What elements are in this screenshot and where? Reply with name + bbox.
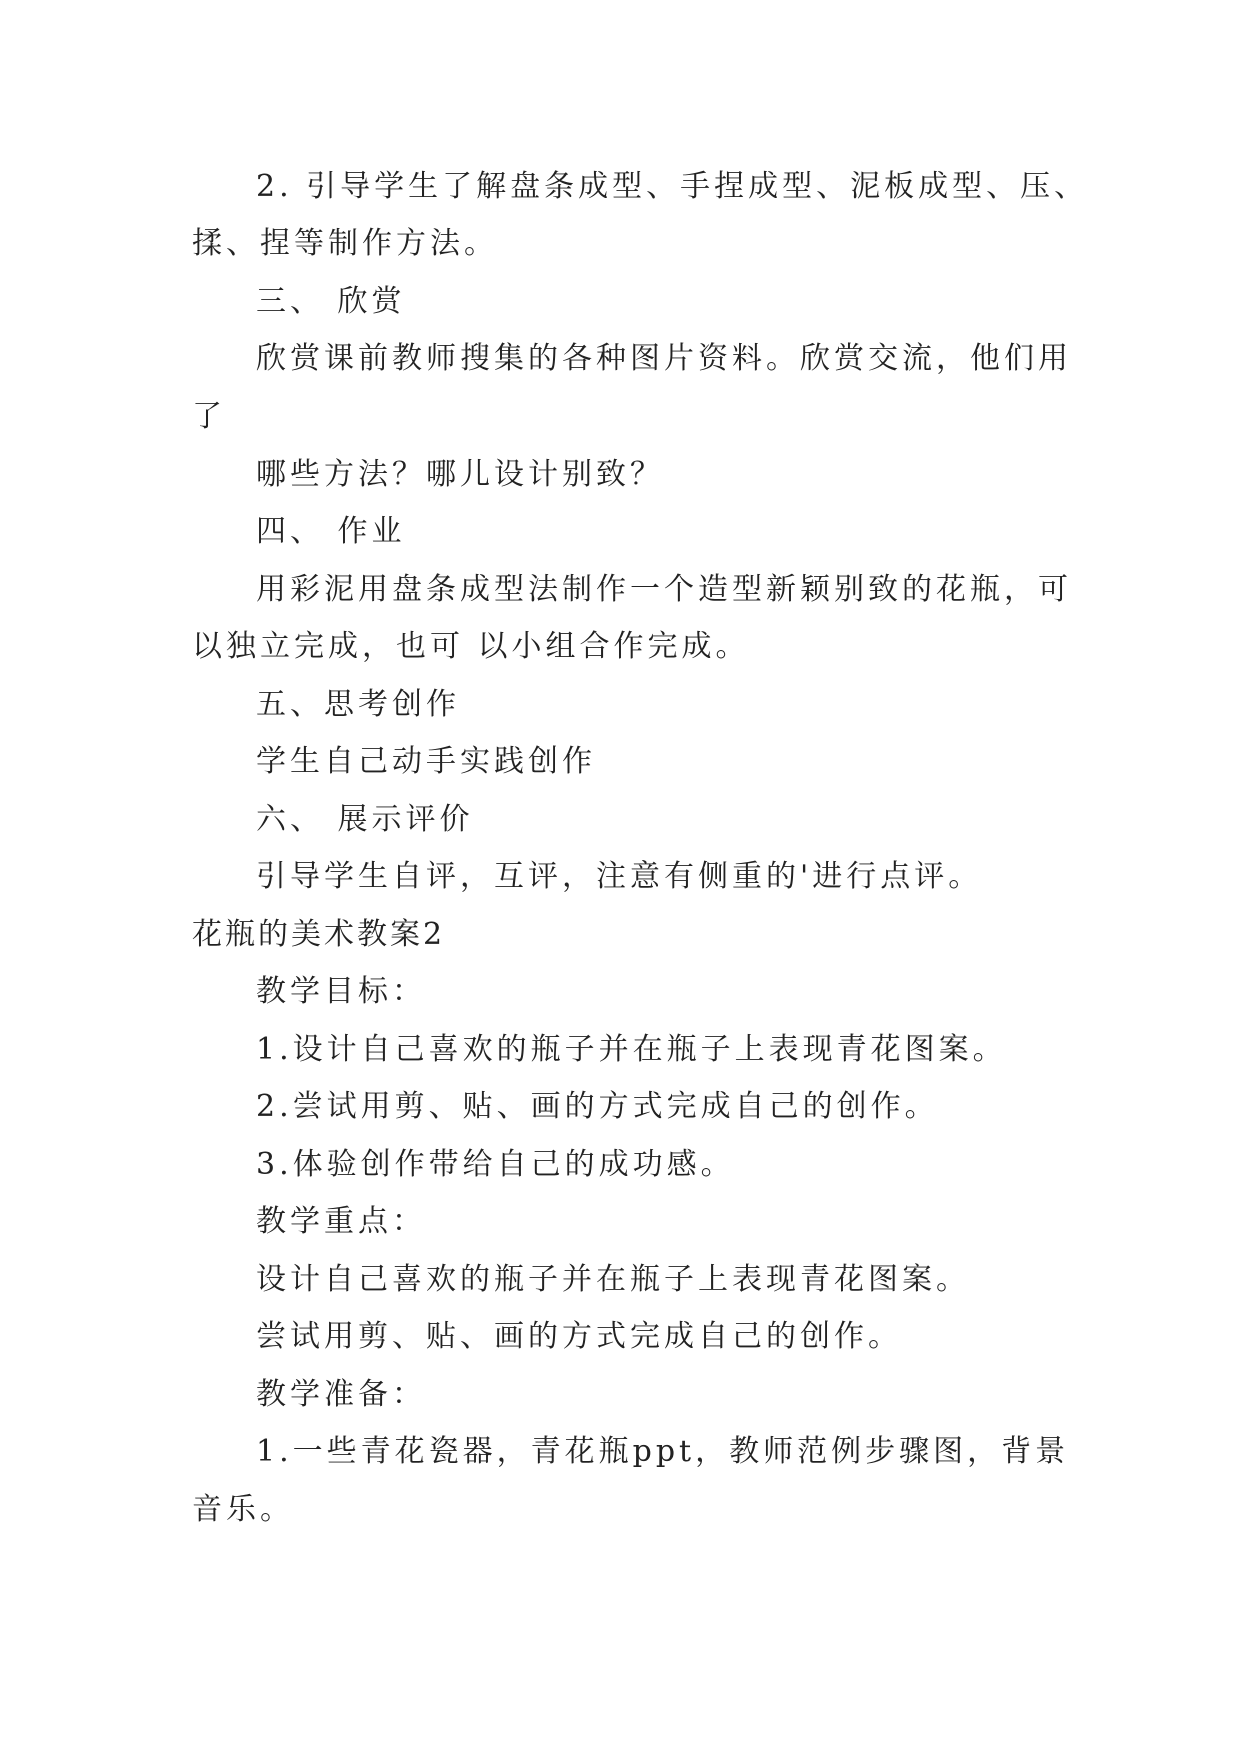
paragraph-line: 尝试用剪、贴、画的方式完成自己的创作。 xyxy=(256,1319,902,1354)
list-item: 1.设计自己喜欢的瓶子并在瓶子上表现青花图案。 xyxy=(256,1032,1007,1067)
section-heading: 三、 欣赏 xyxy=(256,284,406,319)
section-heading: 六、 展示评价 xyxy=(256,802,474,837)
list-item: 1.一些青花瓷器，青花瓶ppt，教师范例步骤图，背景 xyxy=(256,1434,1070,1469)
section-heading: 四、 作业 xyxy=(256,514,406,549)
document-title: 花瓶的美术教案2 xyxy=(192,917,446,952)
paragraph-line: 2. 引导学生了解盘条成型、手捏成型、泥板成型、压、 xyxy=(256,169,1089,204)
paragraph-line: 引导学生自评，互评，注意有侧重的'进行点评。 xyxy=(256,859,983,894)
paragraph-line: 学生自己动手实践创作 xyxy=(256,744,596,779)
paragraph-line: 了 xyxy=(192,399,226,434)
paragraph-line: 以独立完成，也可 以小组合作完成。 xyxy=(192,629,750,664)
paragraph-line: 哪些方法？哪儿设计别致？ xyxy=(256,457,664,492)
list-item: 2.尝试用剪、贴、画的方式完成自己的创作。 xyxy=(256,1089,939,1124)
subheading: 教学准备： xyxy=(256,1377,426,1412)
paragraph-line: 欣赏课前教师搜集的各种图片资料。欣赏交流，他们用 xyxy=(256,341,1072,376)
list-item: 3.体验创作带给自己的成功感。 xyxy=(256,1147,735,1182)
paragraph-line: 揉、捏等制作方法。 xyxy=(192,226,498,261)
subheading: 教学重点： xyxy=(256,1204,426,1239)
paragraph-line: 设计自己喜欢的瓶子并在瓶子上表现青花图案。 xyxy=(256,1262,970,1297)
paragraph-line: 音乐。 xyxy=(192,1492,294,1527)
paragraph-line: 用彩泥用盘条成型法制作一个造型新颖别致的花瓶，可 xyxy=(256,572,1072,607)
subheading: 教学目标： xyxy=(256,974,426,1009)
section-heading: 五、思考创作 xyxy=(256,687,460,722)
